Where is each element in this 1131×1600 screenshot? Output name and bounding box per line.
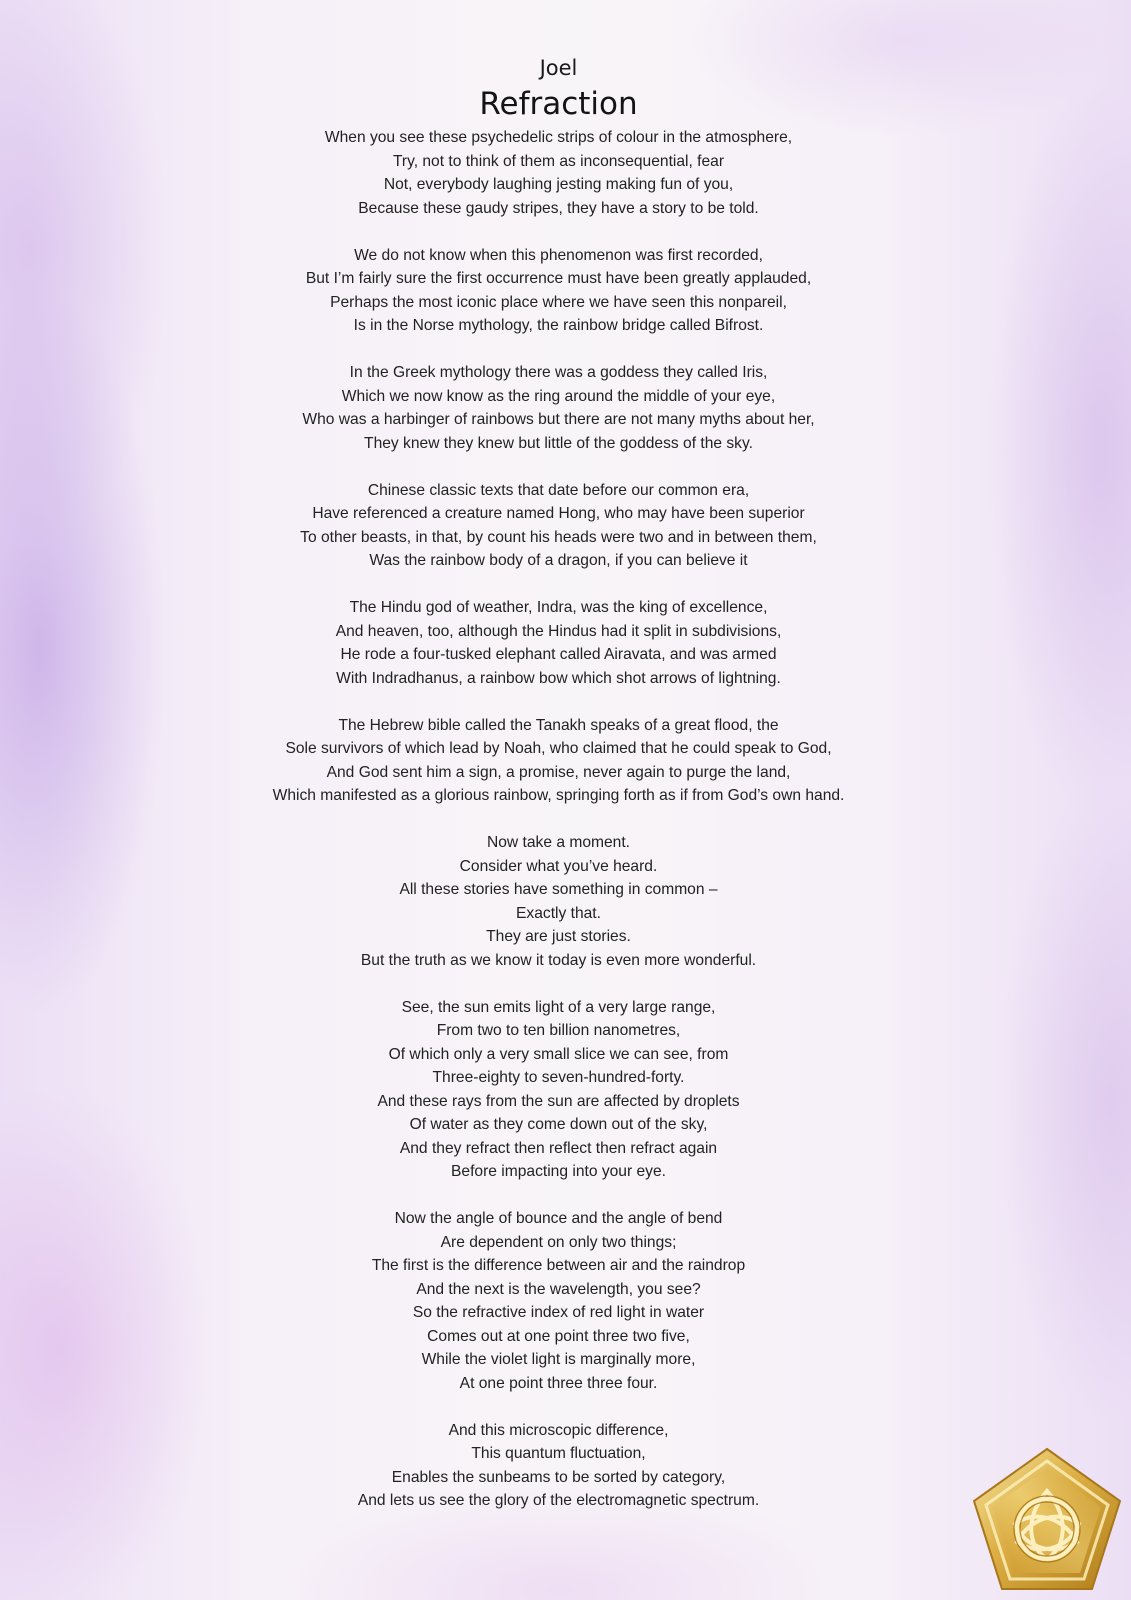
poem-line: Comes out at one point three two five, (427, 1327, 690, 1345)
poem-line: Which manifested as a glorious rainbow, springing forth as if from God’s own hand. (272, 787, 845, 804)
poem-line: Who was a harbinger of rainbows but there are not many myths about her, (302, 411, 815, 428)
poem-line: Now take a moment. (486, 834, 630, 851)
poem-line: This quantum fluctuation, (471, 1445, 646, 1462)
poem-line: And this microscopic difference, (448, 1421, 669, 1439)
poem-line: Exactly that. (516, 904, 601, 922)
author-name: Joel (539, 56, 578, 80)
poem-line: And they refract then reflect then refract again (399, 1139, 718, 1157)
poem-line: Consider what you’ve heard. (459, 857, 658, 875)
poem-line: And the next is the wavelength, you see? (416, 1280, 701, 1298)
stanza (0, 714, 1117, 808)
poem-line: But I’m fairly sure the first occurrence must have been greatly applauded, (305, 270, 812, 287)
poem-line: Was the rainbow body of a dragon, if you can believe it (369, 552, 748, 569)
poem-line: Of which only a very small slice we can see, from (388, 1045, 729, 1063)
poem-line: See, the sun emits light of a very large range, (401, 998, 716, 1016)
poem-line: To other beasts, in that, by count his heads were two and in between them, (300, 528, 817, 546)
poem-line: He rode a four-tusked elephant called Airavata, and was armed (340, 646, 777, 663)
poem-line: Are dependent on only two things; (440, 1233, 677, 1251)
poem-line: But the truth as we know it today is even more wonderful. (360, 951, 757, 969)
poem-line: All these stories have something in common – (399, 881, 718, 898)
stanza (0, 1207, 1117, 1395)
poem-line: And these rays from the sun are affected by droplets (377, 1092, 740, 1110)
stanza (0, 244, 1117, 338)
poem-line: Have referenced a creature named Hong, who may have been superior (312, 505, 805, 522)
stanza (0, 361, 1117, 455)
poem-line: Is in the Norse mythology, the rainbow bridge called Bifrost. (353, 317, 764, 334)
stanza (0, 479, 1117, 573)
poem-line: From two to ten billion nanometres, (436, 1022, 681, 1039)
stanza (0, 126, 1117, 220)
stanza (0, 996, 1117, 1184)
stanza (0, 831, 1117, 972)
poem-line: Sole survivors of which lead by Noah, who claimed that he could speak to God, (285, 740, 832, 757)
poem-line: Chinese classic texts that date before our common era, (367, 481, 750, 499)
poem-line: The Hindu god of weather, Indra, was the king of excellence, (349, 599, 768, 616)
poem-line: Which we now know as the ring around the middle of your eye, (341, 387, 776, 405)
poem-title: Refraction (479, 86, 638, 122)
poem-line: The first is the difference between air and the raindrop (371, 1257, 746, 1274)
poem-line: So the refractive index of red light in water (412, 1304, 705, 1321)
poem-line: While the violet light is marginally more, (421, 1351, 696, 1368)
poem-line: The Hebrew bible called the Tanakh speaks of a great flood, the (338, 716, 779, 734)
poem-line: At one point three three four. (459, 1374, 658, 1392)
poem-line: Try, not to think of them as inconsequential, fear (392, 152, 725, 170)
emblem-graphic (971, 1446, 1123, 1592)
poem-body (0, 126, 1117, 1536)
celtic-knot-pentagon-icon (971, 1446, 1123, 1592)
poem-line: With Indradhanus, a rainbow bow which shot arrows of lightning. (336, 669, 781, 687)
poem-line: Three-eighty to seven-hundred-forty. (432, 1069, 685, 1086)
stanza (0, 596, 1117, 690)
poem-line: And lets us see the glory of the electromagnetic spectrum. (357, 1492, 760, 1509)
poem-line: Enables the sunbeams to be sorted by category, (391, 1468, 726, 1486)
poem-line: We do not know when this phenomenon was first recorded, (354, 246, 763, 264)
stanza (0, 1419, 1117, 1513)
poem-line: When you see these psychedelic strips of colour in the atmosphere, (324, 129, 793, 146)
poem-line: Not, everybody laughing jesting making fun of you, (383, 176, 734, 193)
poem-line: And heaven, too, although the Hindus had it split in subdivisions, (335, 622, 782, 640)
poem-line: Of water as they come down out of the sky, (409, 1116, 708, 1133)
poem-line: Because these gaudy stripes, they have a story to be told. (358, 199, 759, 217)
poem-line: Perhaps the most iconic place where we have seen this nonpareil, (330, 293, 787, 311)
poem-line: They are just stories. (486, 928, 631, 945)
poem-line: They knew they knew but little of the goddess of the sky. (364, 434, 753, 452)
poem-line: In the Greek mythology there was a goddess they called Iris, (349, 364, 768, 381)
poem-line: And God sent him a sign, a promise, never again to purge the land, (326, 763, 791, 781)
poem-line: Now the angle of bounce and the angle of bend (394, 1210, 723, 1227)
poem-line: Before impacting into your eye. (451, 1163, 666, 1180)
